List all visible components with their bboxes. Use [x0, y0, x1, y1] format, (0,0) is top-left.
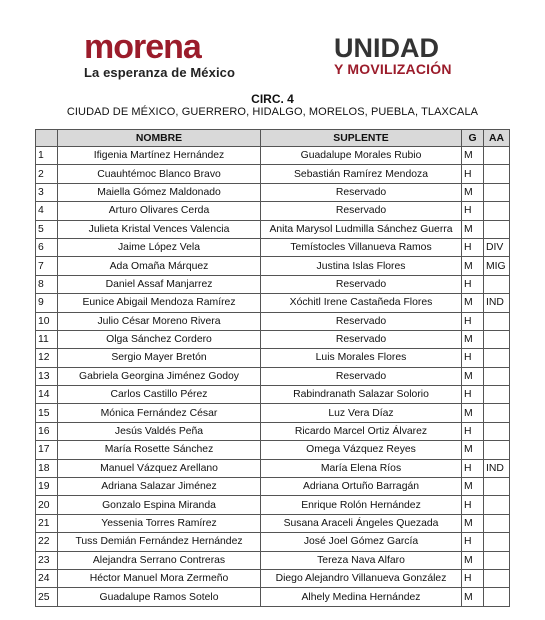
row-suplente: Reservado [261, 330, 462, 348]
row-nombre: Olga Sánchez Cordero [58, 330, 261, 348]
table-row [36, 312, 510, 330]
row-aa [484, 569, 510, 587]
row-suplente: Justina Islas Flores [261, 257, 462, 275]
row-gender: M [462, 257, 484, 275]
row-gender: H [462, 202, 484, 220]
row-aa [484, 533, 510, 551]
row-aa [484, 551, 510, 569]
row-number: 5 [36, 220, 58, 238]
row-suplente: Omega Vázquez Reyes [261, 441, 462, 459]
row-aa: IND [484, 294, 510, 312]
table-row [36, 183, 510, 201]
row-suplente: Sebastián Ramírez Mendoza [261, 165, 462, 183]
row-aa [484, 404, 510, 422]
row-suplente: Tereza Nava Alfaro [261, 551, 462, 569]
unidad-logo-line2: Y MOVILIZACIÓN [334, 61, 452, 77]
row-gender: H [462, 496, 484, 514]
row-number: 24 [36, 569, 58, 587]
row-number: 7 [36, 257, 58, 275]
row-suplente: Guadalupe Morales Rubio [261, 147, 462, 165]
row-number: 22 [36, 533, 58, 551]
row-aa [484, 312, 510, 330]
row-number: 14 [36, 386, 58, 404]
row-aa [484, 349, 510, 367]
row-suplente: Susana Araceli Ángeles Quezada [261, 514, 462, 532]
table-row [36, 533, 510, 551]
row-suplente: José Joel Gómez García [261, 533, 462, 551]
row-suplente: Luis Morales Flores [261, 349, 462, 367]
header-g: G [462, 130, 484, 147]
table-row [36, 459, 510, 477]
table-header-row [36, 130, 510, 147]
row-gender: M [462, 588, 484, 606]
table-row [36, 275, 510, 293]
table-row [36, 514, 510, 532]
candidate-table [35, 129, 510, 607]
row-nombre: Guadalupe Ramos Sotelo [58, 588, 261, 606]
row-gender: M [462, 367, 484, 385]
row-aa: MIG [484, 257, 510, 275]
row-gender: M [462, 441, 484, 459]
row-nombre: Maiella Gómez Maldonado [58, 183, 261, 201]
row-aa [484, 422, 510, 440]
row-nombre: Jesús Valdés Peña [58, 422, 261, 440]
row-aa [484, 588, 510, 606]
row-nombre: Sergio Mayer Bretón [58, 349, 261, 367]
row-number: 15 [36, 404, 58, 422]
unidad-movilizacion-logo [334, 34, 484, 77]
row-nombre: Daniel Assaf Manjarrez [58, 275, 261, 293]
row-gender: M [462, 294, 484, 312]
states-subtitle: CIUDAD DE MÉXICO, GUERRERO, HIDALGO, MORELOS, PUEBLA, TLAXCALA [66, 106, 479, 118]
header-nombre: NOMBRE [58, 130, 261, 147]
row-gender: H [462, 422, 484, 440]
row-nombre: Tuss Demián Fernández Hernández [58, 533, 261, 551]
table-row [36, 551, 510, 569]
row-number: 4 [36, 202, 58, 220]
row-aa [484, 496, 510, 514]
table-row [36, 588, 510, 606]
row-gender: H [462, 349, 484, 367]
row-nombre: Mónica Fernández César [58, 404, 261, 422]
table-row [36, 294, 510, 312]
row-aa: IND [484, 459, 510, 477]
row-aa [484, 202, 510, 220]
row-gender: H [462, 238, 484, 256]
row-number: 17 [36, 441, 58, 459]
row-nombre: Alejandra Serrano Contreras [58, 551, 261, 569]
row-aa [484, 220, 510, 238]
row-suplente: Reservado [261, 202, 462, 220]
row-nombre: Julio César Moreno Rivera [58, 312, 261, 330]
row-gender: M [462, 330, 484, 348]
table-row [36, 496, 510, 514]
table-row [36, 147, 510, 165]
table-row [36, 220, 510, 238]
row-gender: M [462, 514, 484, 532]
row-number: 23 [36, 551, 58, 569]
row-suplente: Reservado [261, 275, 462, 293]
row-nombre: Cuauhtémoc Blanco Bravo [58, 165, 261, 183]
table-row [36, 386, 510, 404]
row-gender: H [462, 386, 484, 404]
row-number: 13 [36, 367, 58, 385]
row-nombre: Julieta Kristal Vences Valencia [58, 220, 261, 238]
row-nombre: Manuel Vázquez Arellano [58, 459, 261, 477]
row-number: 11 [36, 330, 58, 348]
row-aa [484, 367, 510, 385]
row-aa [484, 514, 510, 532]
row-number: 3 [36, 183, 58, 201]
row-gender: H [462, 533, 484, 551]
table-row [36, 165, 510, 183]
row-nombre: Jaime López Vela [58, 238, 261, 256]
row-nombre: Gabriela Georgina Jiménez Godoy [58, 367, 261, 385]
table-row [36, 569, 510, 587]
table-row [36, 202, 510, 220]
row-gender: M [462, 551, 484, 569]
row-aa [484, 386, 510, 404]
row-suplente: Enrique Rolón Hernández [261, 496, 462, 514]
row-suplente: Reservado [261, 367, 462, 385]
row-number: 12 [36, 349, 58, 367]
row-gender: H [462, 459, 484, 477]
table-row [36, 441, 510, 459]
header-suplente: SUPLENTE [261, 130, 462, 147]
row-suplente: Alhely Medina Hernández [261, 588, 462, 606]
row-aa [484, 275, 510, 293]
row-nombre: Yessenia Torres Ramírez [58, 514, 261, 532]
row-gender: M [462, 404, 484, 422]
row-suplente: María Elena Ríos [261, 459, 462, 477]
row-gender: H [462, 275, 484, 293]
row-gender: H [462, 165, 484, 183]
table-row [36, 367, 510, 385]
row-gender: M [462, 478, 484, 496]
row-nombre: Héctor Manuel Mora Zermeño [58, 569, 261, 587]
row-suplente: Reservado [261, 183, 462, 201]
row-aa: DIV [484, 238, 510, 256]
row-aa [484, 183, 510, 201]
row-nombre: María Rosette Sánchez [58, 441, 261, 459]
row-suplente: Temístocles Villanueva Ramos [261, 238, 462, 256]
row-aa [484, 478, 510, 496]
table-row [36, 330, 510, 348]
row-nombre: Carlos Castillo Pérez [58, 386, 261, 404]
row-nombre: Gonzalo Espina Miranda [58, 496, 261, 514]
row-number: 19 [36, 478, 58, 496]
row-number: 6 [36, 238, 58, 256]
table-body [36, 147, 510, 607]
row-suplente: Luz Vera Díaz [261, 404, 462, 422]
unidad-logo-line1: UNIDAD [334, 33, 439, 63]
row-aa [484, 147, 510, 165]
row-number: 25 [36, 588, 58, 606]
row-gender: M [462, 220, 484, 238]
morena-logo-wordmark: morena [84, 28, 201, 66]
row-suplente: Diego Alejandro Villanueva González [261, 569, 462, 587]
row-suplente: Anita Marysol Ludmilla Sánchez Guerra [261, 220, 462, 238]
row-gender: M [462, 147, 484, 165]
table-row [36, 478, 510, 496]
row-number: 18 [36, 459, 58, 477]
row-suplente: Ricardo Marcel Ortiz Álvarez [261, 422, 462, 440]
row-aa [484, 165, 510, 183]
row-suplente: Xóchitl Irene Castañeda Flores [261, 294, 462, 312]
row-suplente: Adriana Ortuño Barragán [261, 478, 462, 496]
row-suplente: Rabindranath Salazar Solorio [261, 386, 462, 404]
table-row [36, 257, 510, 275]
row-number: 16 [36, 422, 58, 440]
row-number: 10 [36, 312, 58, 330]
table-row [36, 404, 510, 422]
table-row [36, 238, 510, 256]
row-number: 9 [36, 294, 58, 312]
row-nombre: Ifigenia Martínez Hernández [58, 147, 261, 165]
header-aa: AA [484, 130, 510, 147]
table-row [36, 349, 510, 367]
row-number: 8 [36, 275, 58, 293]
row-gender: H [462, 569, 484, 587]
header-num [36, 130, 58, 147]
row-number: 20 [36, 496, 58, 514]
row-gender: M [462, 183, 484, 201]
row-nombre: Adriana Salazar Jiménez [58, 478, 261, 496]
row-aa [484, 330, 510, 348]
row-gender: H [462, 312, 484, 330]
row-number: 1 [36, 147, 58, 165]
table-row [36, 422, 510, 440]
row-aa [484, 441, 510, 459]
row-number: 2 [36, 165, 58, 183]
row-nombre: Ada Omaña Márquez [58, 257, 261, 275]
row-number: 21 [36, 514, 58, 532]
row-nombre: Arturo Olivares Cerda [58, 202, 261, 220]
morena-logo-tagline: La esperanza de México [84, 65, 236, 80]
row-nombre: Eunice Abigail Mendoza Ramírez [58, 294, 261, 312]
row-suplente: Reservado [261, 312, 462, 330]
circ-title: CIRC. 4 [251, 92, 294, 106]
morena-logo [84, 30, 254, 80]
